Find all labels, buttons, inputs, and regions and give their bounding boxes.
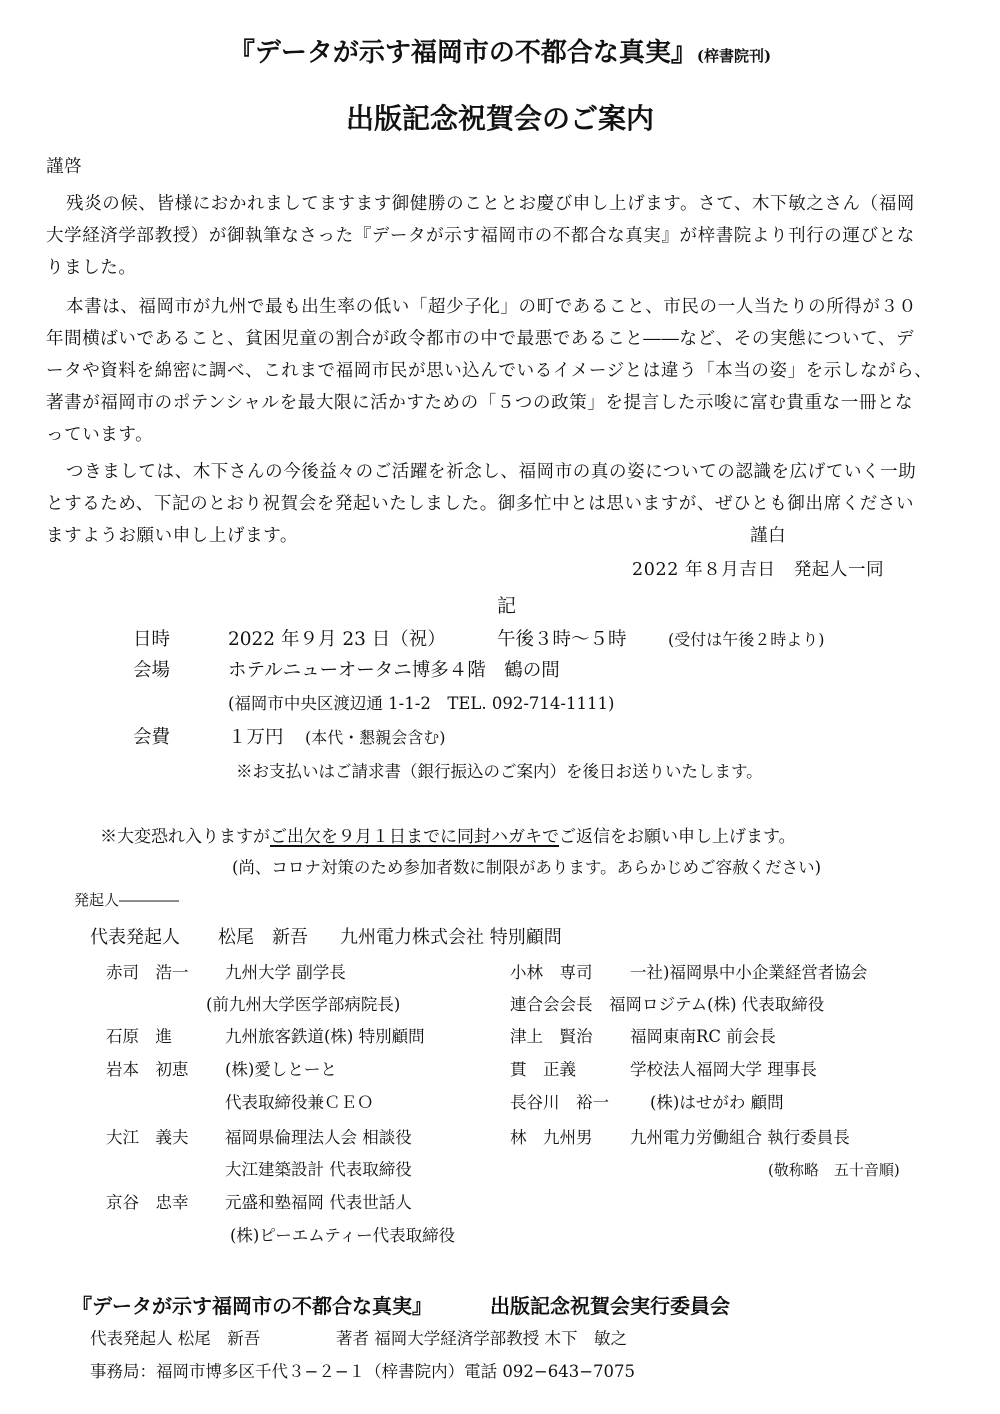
promoter-title: (前九州大学医学部病院長) <box>206 995 401 1014</box>
promoter-name: 石原 進 <box>106 1027 172 1046</box>
promoter-name: 林 九州男 <box>510 1128 593 1147</box>
promoter-name: 貫 正義 <box>510 1060 576 1079</box>
promoter-name: 長谷川 裕一 <box>510 1093 609 1112</box>
rsvp-request <box>100 822 796 847</box>
letter-line-2: 大学経済学部教授）が御執筆なさった『データが示す福岡市の不都合な真実』が梓書院より刊行の運びとな <box>46 226 915 246</box>
promoter-title: 元盛和塾福岡 代表世話人 <box>225 1193 412 1212</box>
letter-line-1: 残炎の候、皆様におかれましてますます御健勝のこととお慶び申し上げます。さて、木下敏之さん（福岡 <box>66 194 915 214</box>
footer-rep-promoter: 代表発起人 松尾 新吾 <box>90 1329 261 1348</box>
promoter-title: 学校法人福岡大学 理事長 <box>630 1060 817 1079</box>
committee-name: 出版記念祝賀会実行委員会 <box>490 1294 730 1318</box>
committee-book-title: 『データが示す福岡市の不都合な真実』 <box>72 1294 432 1318</box>
letter-line-9: つきましては、木下さんの今後益々のご活躍を祈念し、福岡市の真の姿についての認識を広げていく一助 <box>66 462 917 482</box>
venue-label: 会場 <box>133 660 171 681</box>
letter-line-11: ますようお願い申し上げます。 <box>46 526 298 546</box>
promoter-title: (株)ピーエムティー代表取締役 <box>230 1226 456 1245</box>
promoter-title: 連合会会長 福岡ロジテム(株) 代表取締役 <box>510 995 825 1014</box>
fee-amount: １万円 <box>228 727 284 748</box>
rep-promoter-label: 代表発起人 <box>90 927 180 948</box>
letter-line-5: 年間横ばいであること、貧困児童の割合が政令都市の中で最悪であること――など、その実態について、デ <box>46 329 915 349</box>
promoter-title: 代表取締役兼ＣＥＯ <box>225 1093 374 1112</box>
fee-label: 会費 <box>133 727 171 748</box>
payment-note: ※お支払いはご請求書（銀行振込のご案内）を後日お送りいたします。 <box>236 762 763 781</box>
page-title: 出版記念祝賀会のご案内 <box>345 102 654 135</box>
book-title-heading <box>0 32 1000 69</box>
promoter-name: 赤司 浩一 <box>106 963 189 982</box>
letter-line-3: りました。 <box>46 258 137 278</box>
ki-mark: 記 <box>497 595 517 617</box>
rsvp-prefix: ※大変恐れ入りますが <box>100 827 270 847</box>
letter-line-6: ータや資料を綿密に調べ、これまで福岡市民が思い込んでいるイメージとは違う「本当の姿」を示しながら、 <box>46 361 933 381</box>
promoter-title: 九州旅客鉄道(株) 特別顧問 <box>225 1027 425 1046</box>
rsvp-suffix: ご返信をお願い申し上げます。 <box>559 827 796 847</box>
promoter-title: 福岡県倫理法人会 相談役 <box>225 1128 412 1147</box>
letter-line-10: とするため、下記のとおり祝賀会を発起いたしました。御多忙中とは思いますが、ぜひとも御出席ください <box>46 494 915 514</box>
promoter-title: 大江建築設計 代表取締役 <box>225 1160 412 1179</box>
promoter-title: 一社)福岡県中小企業経営者協会 <box>630 963 868 982</box>
promoter-title: 九州大学 副学長 <box>225 963 346 982</box>
promoter-name: 岩本 初恵 <box>106 1060 189 1079</box>
letter-line-8: っています。 <box>46 425 154 445</box>
book-title: 『データが示す福岡市の不都合な真実』 <box>228 38 697 68</box>
promoter-name: 小林 専司 <box>510 963 593 982</box>
secretariat-info: 事務局：福岡市博多区千代３−２−１（梓書院内）電話 092−643−7075 <box>90 1362 636 1381</box>
promoter-name: 大江 義夫 <box>106 1128 189 1147</box>
event-time: 午後３時～５時 <box>497 629 627 650</box>
corona-note: (尚、コロナ対策のため参加者数に制限があります。あらかじめご容赦ください) <box>232 858 822 877</box>
letter-line-4: 本書は、福岡市が九州で最も出生率の低い「超少子化」の町であること、市民の一人当たりの所得が３０ <box>66 297 917 317</box>
promoter-title: 九州電力労働組合 執行委員長 <box>630 1128 850 1147</box>
promoter-name: 京谷 忠幸 <box>106 1193 189 1212</box>
publisher-note: (梓書院刊) <box>696 47 772 65</box>
datetime-label: 日時 <box>133 629 171 650</box>
promoter-title: 福岡東南RC 前会長 <box>630 1027 776 1046</box>
promoter-name: 津上 賢治 <box>510 1027 593 1046</box>
footer-author: 著者 福岡大学経済学部教授 木下 敏之 <box>336 1329 627 1348</box>
event-date: 2022 年９月 23 日（祝） <box>228 629 446 650</box>
opening-salutation: 謹啓 <box>46 157 83 177</box>
venue-address: (福岡市中央区渡辺通 1-1-2 TEL. 092-714-1111) <box>228 694 615 713</box>
rep-promoter-name: 松尾 新吾 <box>218 927 308 948</box>
closing-remark: 謹白 <box>750 526 787 546</box>
promoter-title: (株)愛しとーと <box>225 1060 337 1079</box>
venue-name: ホテルニューオータニ博多４階 鶴の間 <box>228 660 560 681</box>
letter-line-7: 著書が福岡市のポテンシャルを最大限に活かすための「５つの政策」を提言した示唆に富む貴重な一冊とな <box>46 393 914 413</box>
rsvp-deadline: ご出欠を９月１日までに同封ハガキで <box>270 827 559 847</box>
fee-note: (本代・懇親会含む) <box>305 728 446 747</box>
date-and-sender: 2022 年８月吉日 発起人一同 <box>632 560 885 580</box>
rep-promoter-title: 九州電力株式会社 特別顧問 <box>340 927 562 948</box>
honorific-note: (敬称略 五十音順) <box>768 1161 900 1179</box>
reception-note: (受付は午後２時より) <box>668 630 825 649</box>
promoters-heading: 発起人―――― <box>74 891 180 909</box>
promoter-title: (株)はせがわ 顧問 <box>650 1093 784 1112</box>
